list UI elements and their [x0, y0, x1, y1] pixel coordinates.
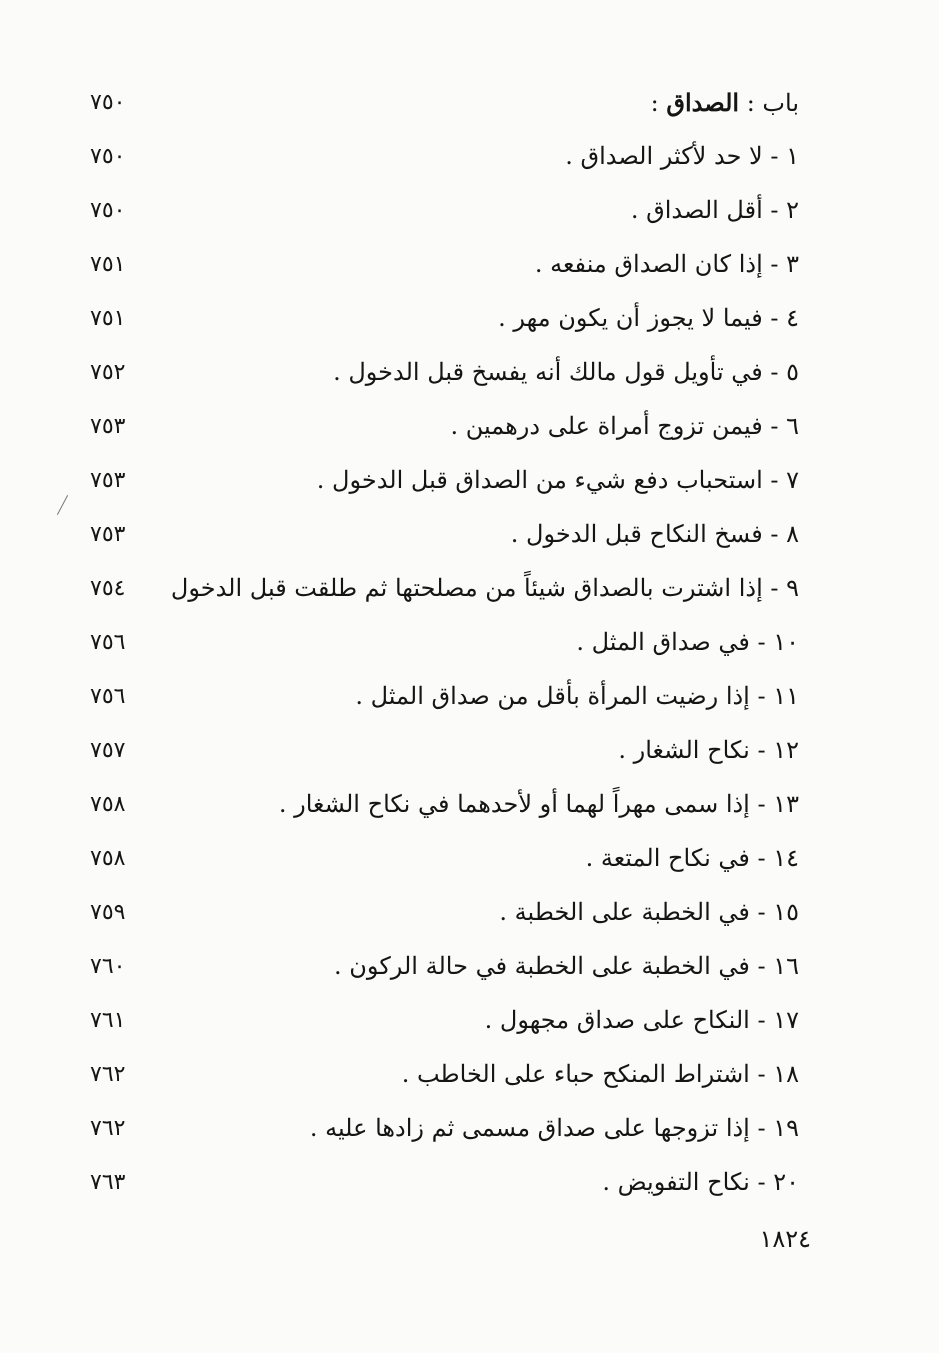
toc-entry-page: ٧٥٤: [90, 576, 126, 601]
toc-entry-title: ٢ - أقل الصداق .: [630, 196, 799, 224]
toc-entry: [0, 838, 939, 888]
toc-entry-title: ١ - لا حد لأكثر الصداق .: [565, 142, 799, 170]
toc-entry-page: ٧٥٢: [90, 360, 126, 385]
chapter-heading: [651, 88, 799, 117]
toc-entry-title: ١٢ - نكاح الشغار .: [618, 736, 799, 764]
toc-entry: [0, 244, 939, 294]
toc-entry-page: ٧٦٠: [90, 954, 126, 979]
toc-entry: [0, 892, 939, 942]
toc-entry-page: ٧٥٨: [90, 792, 126, 817]
chapter-heading-prefix: باب :: [739, 89, 799, 117]
chapter-heading-row: [0, 82, 939, 132]
toc-entry-title: ٢٠ - نكاح التفويض .: [602, 1168, 799, 1196]
toc-entry-page: ٧٥٩: [90, 900, 126, 925]
toc-entry-page: ٧٥٧: [90, 738, 126, 763]
toc-entry-title: ١٨ - اشتراط المنكح حباء على الخاطب .: [401, 1060, 799, 1088]
toc-entry-title: ١٧ - النكاح على صداق مجهول .: [484, 1006, 799, 1034]
toc-entry: [0, 352, 939, 402]
toc-entry-title: ٣ - إذا كان الصداق منفعه .: [534, 250, 799, 278]
toc-entry-page: ٧٥٨: [90, 846, 126, 871]
toc-entry: [0, 946, 939, 996]
toc-entry: [0, 406, 939, 456]
toc-entry-title: ٧ - استحباب دفع شيء من الصداق قبل الدخول .: [316, 466, 799, 494]
toc-entry: [0, 1162, 939, 1212]
toc-entry-title: ١٦ - في الخطبة على الخطبة في حالة الركون .: [334, 952, 799, 980]
toc-entry-title: ١٠ - في صداق المثل .: [576, 628, 799, 656]
toc-entry-page: ٧٥٦: [90, 630, 126, 655]
toc-entry: [0, 1000, 939, 1050]
toc-entry: [0, 784, 939, 834]
toc-entry-page: ٧٥٣: [90, 522, 126, 547]
toc-entry-title: ٤ - فيما لا يجوز أن يكون مهر .: [498, 304, 799, 332]
chapter-heading-suffix: :: [650, 89, 667, 117]
toc-entry-page: ٧٥٣: [90, 468, 126, 493]
toc-entry: [0, 514, 939, 564]
toc-entry-page: ٧٦٢: [90, 1116, 126, 1141]
toc-entry-page: ٧٥٠: [90, 144, 126, 169]
toc-entry: [0, 190, 939, 240]
toc-entry-page: ٧٥١: [90, 252, 126, 277]
toc-entry-title: ٥ - في تأويل قول مالك أنه يفسخ قبل الدخول .: [333, 358, 799, 386]
toc-entry: [0, 730, 939, 780]
toc-entry-title: ١٩ - إذا تزوجها على صداق مسمى ثم زادها عليه .: [309, 1114, 799, 1142]
footer-page-number: ١٨٢٤: [759, 1225, 811, 1253]
chapter-heading-title: الصداق: [666, 88, 740, 117]
toc-entry: [0, 298, 939, 348]
toc-entry-title: ١٤ - في نكاح المتعة .: [585, 844, 799, 872]
toc-entry-title: ٨ - فسخ النكاح قبل الدخول .: [510, 520, 799, 548]
toc-entry-page: ٧٥١: [90, 306, 126, 331]
toc-entry: [0, 460, 939, 510]
toc-entry: [0, 136, 939, 186]
toc-entry: [0, 1108, 939, 1158]
toc-entry-page: ٧٦٣: [90, 1170, 126, 1195]
toc-entry-page: ٧٦٢: [90, 1062, 126, 1087]
toc-entry-page: ٧٥٦: [90, 684, 126, 709]
toc-entry-page: ٧٦١: [90, 1008, 126, 1033]
toc-entry-title: ١٣ - إذا سمى مهراً لهما أو لأحدهما في نكاح الشغار .: [278, 790, 799, 818]
toc-entry-title: ١١ - إذا رضيت المرأة بأقل من صداق المثل .: [355, 682, 799, 710]
toc-entry-page: ٧٥٣: [90, 414, 126, 439]
toc-entry: [0, 676, 939, 726]
toc-entry: [0, 1054, 939, 1104]
toc-entry-title: ٩ - إذا اشترت بالصداق شيئاً من مصلحتها ثم طلقت قبل الدخول: [170, 574, 799, 602]
chapter-page-number: ٧٥٠: [90, 90, 126, 115]
toc-entry: [0, 568, 939, 618]
toc-entry-page: ٧٥٠: [90, 198, 126, 223]
toc-entry: [0, 622, 939, 672]
toc-entry-title: ٦ - فيمن تزوج أمراة على درهمين .: [450, 412, 799, 440]
toc-entry-title: ١٥ - في الخطبة على الخطبة .: [499, 898, 799, 926]
